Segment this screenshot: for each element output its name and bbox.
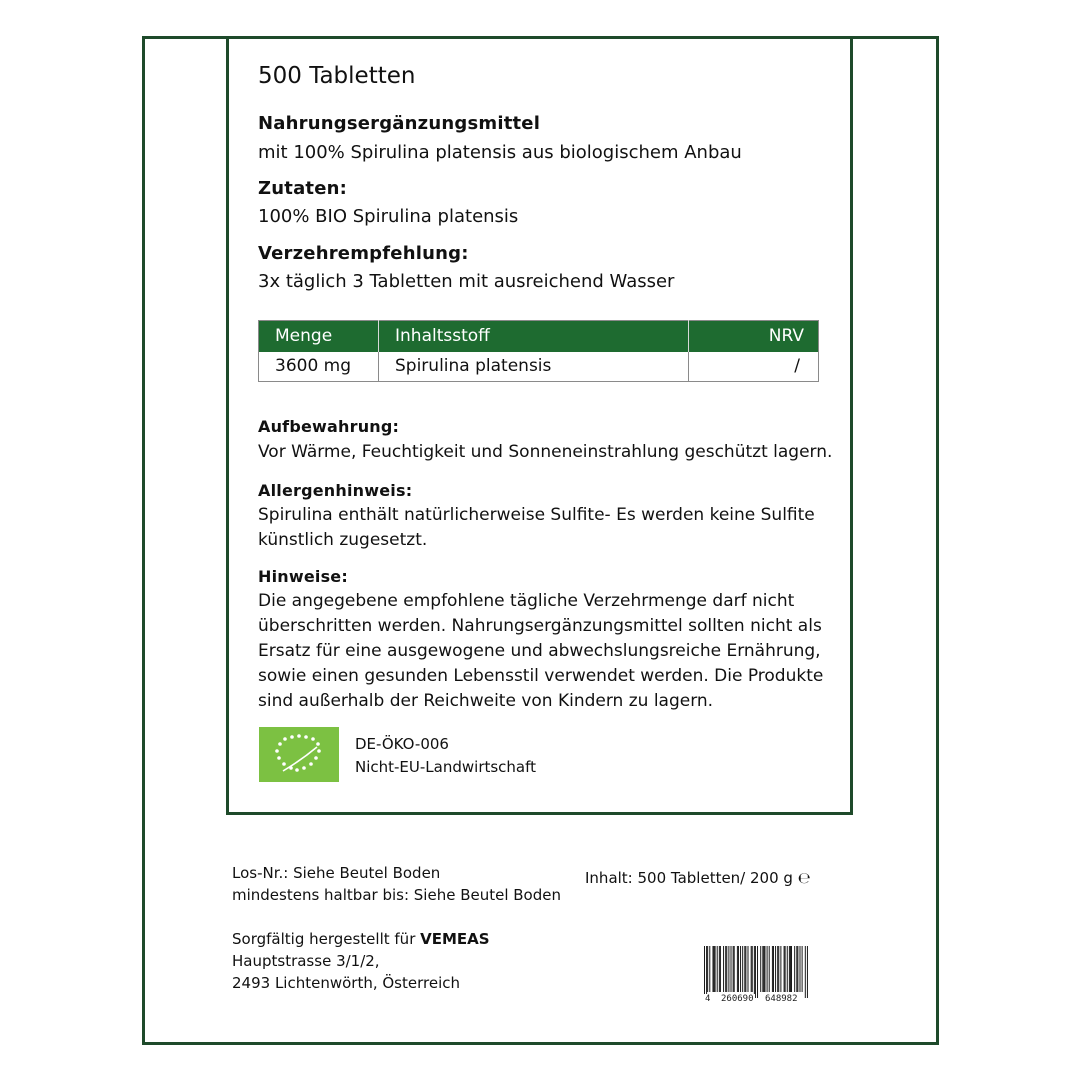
barcode-bar: [740, 946, 741, 992]
barcode-bar: [742, 946, 743, 992]
barcode-bar: [719, 946, 720, 992]
organic-code: DE-ÖKO-006: [355, 735, 449, 753]
address-street: Hauptstrasse 3/1/2,: [232, 952, 380, 970]
barcode-digit-prefix: 4: [705, 994, 711, 1004]
notes-line-2: überschritten werden. Nahrungsergänzungsmittel sollten nicht als: [258, 616, 822, 636]
barcode-bar: [734, 946, 735, 992]
barcode-bar: [733, 946, 734, 992]
allergen-heading: Allergenhinweis:: [258, 481, 413, 500]
notes-heading: Hinweise:: [258, 567, 348, 586]
barcode-icon: [704, 946, 808, 998]
barcode-bar: [757, 946, 758, 998]
allergen-line-2: künstlich zugesetzt.: [258, 530, 428, 550]
barcode-bar: [787, 946, 788, 992]
barcode-bar: [797, 946, 798, 992]
barcode-bar: [717, 946, 718, 992]
barcode-bar: [772, 946, 773, 992]
barcode-bar: [745, 946, 746, 992]
estimated-sign-icon: ℮: [797, 869, 811, 887]
barcode-bar: [778, 946, 779, 992]
barcode-bar: [714, 946, 715, 992]
product-heading: Nahrungsergänzungsmittel: [258, 113, 541, 134]
column-header-quantity: Menge: [259, 321, 379, 352]
barcode-bar: [704, 946, 705, 998]
barcode-bar: [777, 946, 778, 992]
barcode-bar: [763, 946, 764, 992]
barcode-bar: [751, 946, 752, 992]
barcode-bar: [760, 946, 761, 992]
notes-line-1: Die angegebene empfohlene tägliche Verzehrmenge darf nicht: [258, 591, 795, 611]
dosage-text: 3x täglich 3 Tabletten mit ausreichend Wasser: [258, 271, 675, 292]
barcode-bar: [800, 946, 801, 992]
barcode-digits-right: 648982: [765, 994, 798, 1004]
barcode-bar: [807, 946, 808, 998]
address-city: 2493 Lichtenwörth, Österreich: [232, 974, 460, 992]
barcode-bar: [720, 946, 721, 992]
barcode-bar: [775, 946, 776, 992]
notes-line-4: sowie einen gesunden Lebensstil verwendet werden. Die Produkte: [258, 666, 824, 686]
barcode-bar: [754, 946, 755, 998]
manufacturer-name: VEMEAS: [420, 930, 490, 948]
barcode-bar: [794, 946, 795, 992]
column-header-nrv: NRV: [689, 321, 819, 352]
dosage-heading: Verzehrempfehlung:: [258, 243, 469, 264]
page-title: 500 Tabletten: [258, 63, 416, 89]
barcode-bar: [773, 946, 774, 992]
ingredients-text: 100% BIO Spirulina platensis: [258, 206, 519, 227]
best-before: mindestens haltbar bis: Siehe Beutel Boden: [232, 886, 561, 904]
barcode-bar: [731, 946, 732, 992]
barcode-bar: [764, 946, 765, 992]
notes-line-5: sind außerhalb der Reichweite von Kindern zu lagern.: [258, 691, 714, 711]
barcode-bar: [709, 946, 710, 992]
barcode-bar: [769, 946, 770, 992]
barcode-bar: [789, 946, 790, 992]
barcode-bar: [805, 946, 806, 998]
barcode-bar: [785, 946, 786, 992]
barcode-digits-left: 260690: [721, 994, 754, 1004]
allergen-line-1: Spirulina enthält natürlicherweise Sulfite- Es werden keine Sulfite: [258, 505, 815, 525]
manufacturer-prefix: Sorgfältig hergestellt für: [232, 930, 421, 948]
barcode-bar: [755, 946, 756, 998]
barcode-bar: [767, 946, 768, 992]
organic-origin: Nicht-EU-Landwirtschaft: [355, 758, 537, 776]
product-subline: mit 100% Spirulina platensis aus biologischem Anbau: [258, 142, 742, 163]
barcode-bar: [744, 946, 745, 992]
manufacturer-line: [232, 930, 490, 948]
barcode-bar: [748, 946, 749, 992]
column-header-ingredient: Inhaltsstoff: [379, 321, 689, 352]
barcode-bar: [737, 946, 738, 992]
storage-text: Vor Wärme, Feuchtigkeit und Sonneneinstrahlung geschützt lagern.: [258, 442, 833, 462]
barcode-bar: [712, 946, 713, 992]
barcode-bar: [784, 946, 785, 992]
nutrition-table: [258, 320, 819, 382]
barcode-bar: [780, 946, 781, 992]
cell-quantity: 3600 mg: [259, 352, 379, 382]
net-content-text: Inhalt: 500 Tabletten/ 200 g: [585, 869, 793, 887]
barcode-bar: [728, 946, 729, 992]
barcode-bar: [725, 946, 726, 992]
storage-heading: Aufbewahrung:: [258, 417, 400, 436]
notes-line-3: Ersatz für eine ausgewogene und abwechslungsreiche Ernährung,: [258, 641, 821, 661]
barcode-bar: [762, 946, 763, 992]
barcode-bar: [752, 946, 753, 992]
barcode-bar: [802, 946, 803, 992]
barcode-bar: [723, 946, 724, 992]
lot-number: Los-Nr.: Siehe Beutel Boden: [232, 864, 441, 882]
eu-organic-leaf-icon: [259, 727, 339, 782]
barcode-bar: [726, 946, 727, 992]
barcode-bar: [738, 946, 739, 992]
net-content: [585, 869, 811, 887]
ingredients-heading: Zutaten:: [258, 178, 348, 199]
barcode-bar: [707, 946, 708, 992]
cell-nrv: /: [794, 356, 800, 377]
barcode-bar: [796, 946, 797, 992]
table-row: [259, 352, 819, 382]
cell-ingredient: Spirulina platensis: [379, 352, 689, 382]
barcode-bar: [706, 946, 707, 998]
barcode-bar: [791, 946, 792, 992]
table-header-row: [259, 321, 819, 352]
barcode-bar: [715, 946, 716, 992]
barcode-bar: [790, 946, 791, 992]
